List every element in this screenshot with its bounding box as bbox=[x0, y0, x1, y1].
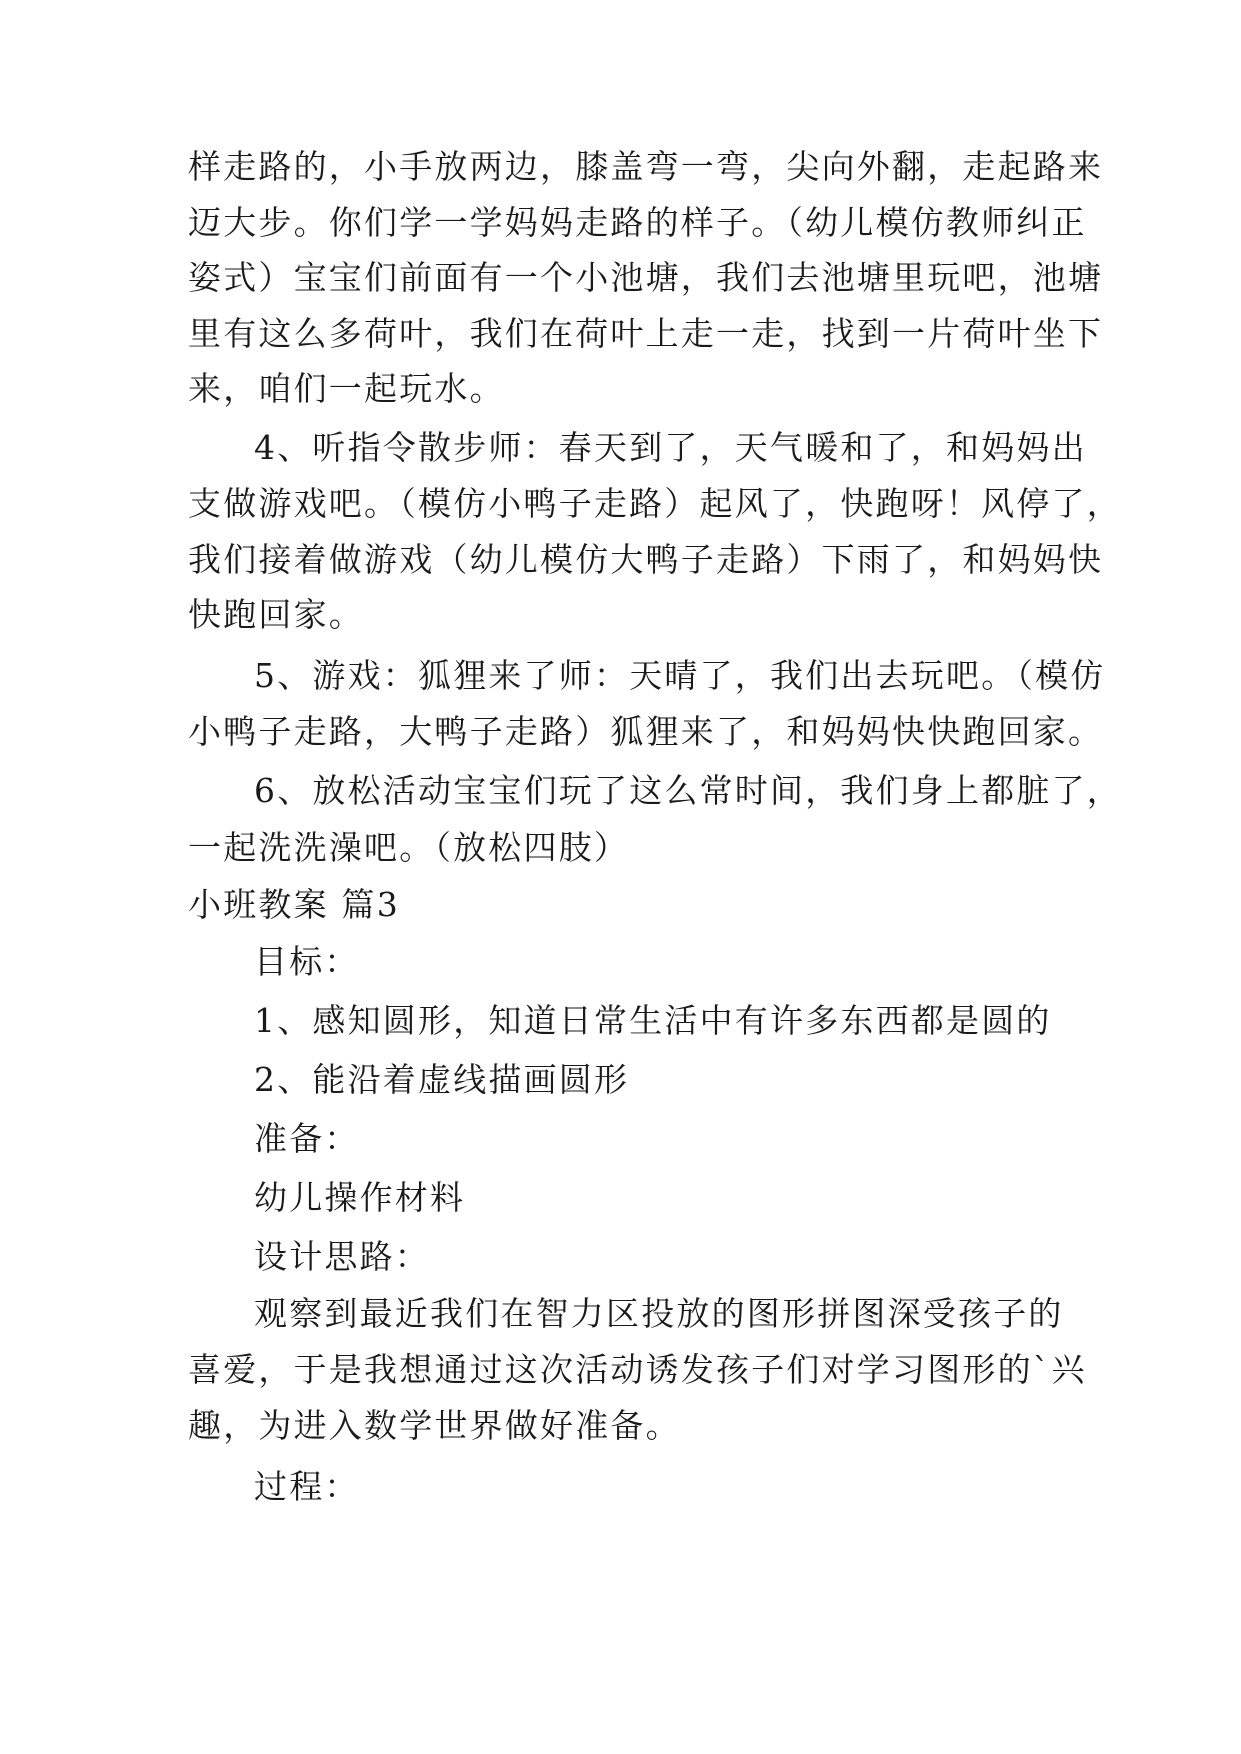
paragraph-line: 目标： bbox=[254, 942, 360, 981]
paragraph-line: 2、能沿着虚线描画圆形 bbox=[254, 1060, 630, 1099]
paragraph-line: 过程： bbox=[254, 1467, 360, 1506]
paragraph-line: 喜爱，于是我想通过这次活动诱发孩子们对学习图形的`兴 bbox=[188, 1350, 1087, 1389]
paragraph-line: 准备： bbox=[254, 1119, 360, 1158]
paragraph-line: 小鸭子走路，大鸭子走路）狐狸来了，和妈妈快快跑回家。 bbox=[188, 712, 1104, 751]
paragraph-line: 趣，为进入数学世界做好准备。 bbox=[188, 1406, 681, 1445]
paragraph-line: 6、放松活动宝宝们玩了这么常时间，我们身上都脏了， bbox=[254, 771, 1122, 810]
paragraph-line: 我们接着做游戏（幼儿模仿大鸭子走路）下雨了，和妈妈快 bbox=[188, 540, 1104, 579]
paragraph-line: 设计思路： bbox=[254, 1237, 430, 1276]
paragraph-line: 5、游戏：狐狸来了师：天晴了，我们出去玩吧。（模仿 bbox=[254, 656, 1106, 695]
section-heading: 小班教案 篇3 bbox=[188, 885, 400, 924]
paragraph-line: 迈大步。你们学一学妈妈走路的样子。（幼儿模仿教师纠正 bbox=[188, 203, 1087, 242]
paragraph-line: 样走路的，小手放两边，膝盖弯一弯，尖向外翻，走起路来 bbox=[188, 147, 1104, 186]
paragraph-line: 里有这么多荷叶，我们在荷叶上走一走，找到一片荷叶坐下 bbox=[188, 314, 1104, 353]
paragraph-line: 来，咱们一起玩水。 bbox=[188, 369, 505, 408]
paragraph-line: 快跑回家。 bbox=[188, 595, 364, 634]
paragraph-line: 4、听指令散步师：春天到了，天气暖和了，和妈妈出 bbox=[254, 428, 1087, 467]
paragraph-line: 姿式）宝宝们前面有一个小池塘，我们去池塘里玩吧，池塘 bbox=[188, 258, 1104, 297]
paragraph-line: 一起洗洗澡吧。（放松四肢） bbox=[188, 828, 630, 867]
paragraph-line: 幼儿操作材料 bbox=[254, 1178, 466, 1217]
paragraph-line: 观察到最近我们在智力区投放的图形拼图深受孩子的 bbox=[254, 1294, 1064, 1333]
paragraph-line: 1、感知圆形，知道日常生活中有许多东西都是圆的 bbox=[254, 1001, 1052, 1040]
paragraph-line: 支做游戏吧。（模仿小鸭子走路）起风了，快跑呀！风停了， bbox=[188, 484, 1122, 523]
